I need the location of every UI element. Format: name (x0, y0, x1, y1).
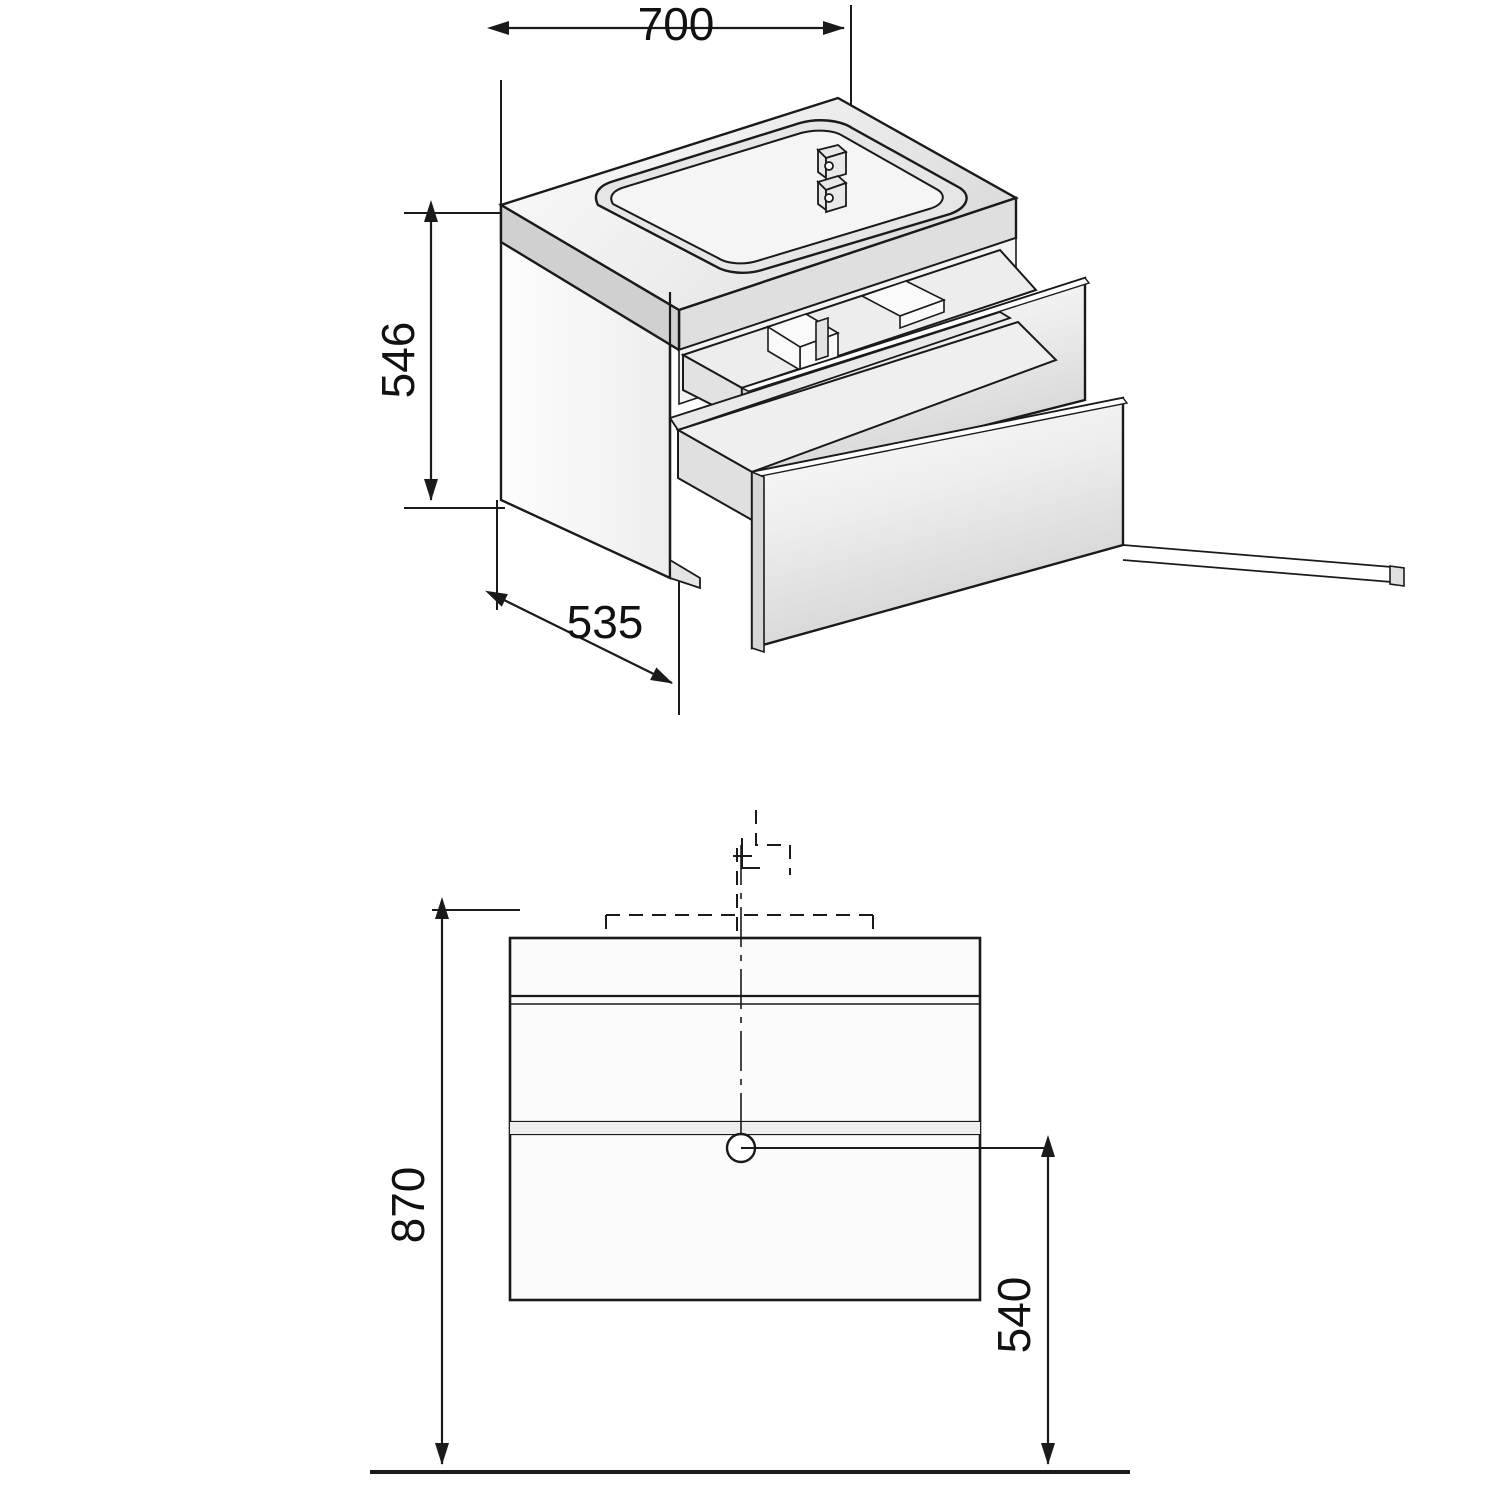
cabinet-bottom-left-foot (670, 560, 700, 588)
cabinet-bottom-right-foot (1390, 566, 1404, 586)
front-cabinet-body (510, 938, 980, 1300)
front-elevation-view (370, 810, 1130, 1472)
dimension-535-label: 535 (566, 596, 644, 648)
dimension-546-label: 546 (372, 321, 424, 399)
cabinet-bottom-rail (1123, 545, 1404, 568)
isometric-view (372, 0, 1404, 715)
dimension-700-label: 700 (637, 0, 715, 50)
front-drawer-shadow-band (510, 1122, 980, 1134)
plumbing-connection-schematic (606, 810, 873, 938)
dimension-540-label: 540 (988, 1276, 1040, 1354)
dimension-870-label: 870 (382, 1166, 434, 1244)
lower-drawer-front-left-edge (752, 472, 764, 652)
dimension-546 (372, 213, 505, 508)
dimension-870 (382, 918, 442, 1464)
cabinet-bottom-rail-2 (1123, 560, 1404, 583)
dimension-540 (988, 1156, 1048, 1464)
